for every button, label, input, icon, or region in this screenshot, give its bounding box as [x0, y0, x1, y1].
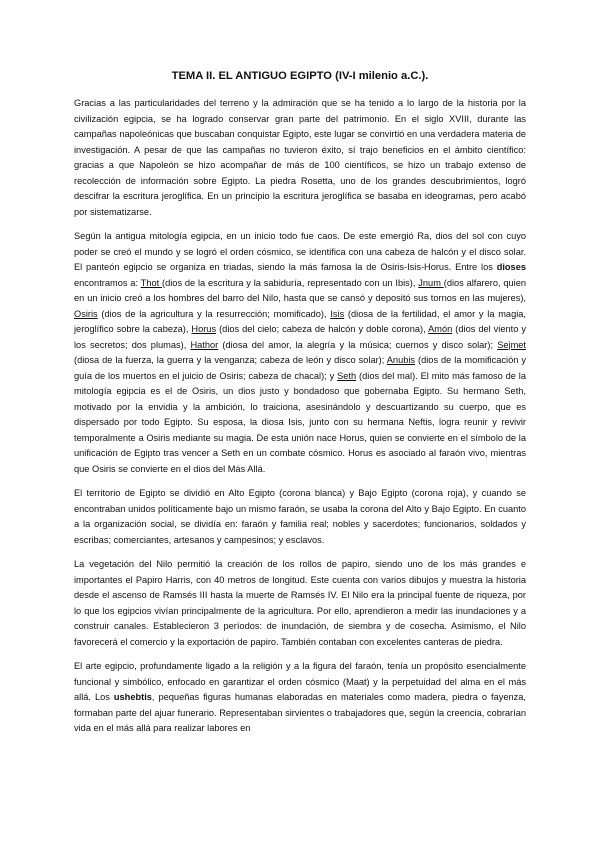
paragraph-intro: Gracias a las particularidades del terreno y la admiración que se ha tenido a lo largo de la historia por la civilización egipcia, se ha logrado conservar gran parte del patrimonio. En el siglo XVIII, durante las campañas napoleónicas que buscaban conquistar Egipto, este lugar se convirtió en una verdadera materia de investigación. A pesar de que las campañas no tuvieron éxito, sí trajo beneficios en el ámbito científico: gracias a que Napoleón se hizo acompañar de más de 100 científicos, se hizo un trabajo extenso de recolección de información sobre Egipto. La piedra Rosetta, uno de los grandes descubrimientos, logró descifrar la escritura jeroglífica. En un principio la escritura jeroglífica se basaba en ideogramas, pero acabó por sistematizarse.	[74, 98, 526, 217]
paragraph-mythology	[74, 229, 526, 477]
god-name-sejmet: Sejmet	[497, 339, 526, 350]
god-name-anubis: Anubis	[386, 355, 416, 365]
text-segment: (diosa de la fertilidad, el amor y la magia, jeroglífico sobre la cabeza),	[74, 308, 526, 334]
text-segment: El arte egipcio, profundamente ligado a la religión y a la figura del faraón, tenía un propósito esencialmente funcional y simbólico, enfocado en garantizar el orden cósmico (Maat) y la perpetuidad del alma en el más allá. Los	[74, 661, 526, 702]
paragraph-nile: La vegetación del Nilo permitió la creación de los rollos de papiro, siendo uno de los más grandes e importantes el Papiro Harris, con 40 metros de longitud. Este cuenta con varios dibujos y muestra la historia desde el ascenso de Ramsés III hasta la muerte de Ramsés IV. El Nilo era la principal fuente de riqueza, por lo que los egipcios vivían principalmente de la agricultura. Por ello, aprendieron a medir las inundaciones y a construir canales. Establecieron 3 períodos: de inundación, de siembra y de cosecha. Asimismo, el Nilo favorecerá el comercio y la exportación de papiro. También contaban con excelentes canteras de piedra.	[74, 559, 526, 647]
paragraph-art	[74, 659, 526, 737]
text-segment: (dios del cielo; cabeza de halcón y doble corona),	[216, 324, 429, 334]
text-segment: (dios del viento y los secretos; dos plumas),	[74, 324, 526, 350]
god-name-hathor: Hathor	[190, 339, 219, 350]
god-name-osiris: Osiris	[74, 308, 98, 319]
text-segment: encontramos a:	[74, 277, 141, 288]
god-name-amon: Amón	[428, 324, 453, 334]
text-segment: (diosa del amor, la alegría y la música; cuernos y disco solar);	[218, 339, 498, 350]
text-segment: (dios de la momificación y guía de los muertos en el juicio de Osiris; cabeza de chacal); y	[74, 355, 526, 381]
god-name-thot: Thot	[140, 277, 163, 288]
text-segment: (diosa de la fuerza, la guerra y la venganza; cabeza de león y disco solar);	[74, 355, 387, 365]
god-name-seth: Seth	[337, 370, 357, 381]
text-segment: , pequeñas figuras humanas elaboradas en materiales como madera, piedra o fayenza, formaban parte del ajuar funerario. Representaban sirvientes o trabajadores que, según la creencia, cobrarían vida en el más allá para realizar labores en	[74, 692, 526, 733]
page-title: TEMA II. EL ANTIGUO EGIPTO (IV-I milenio a.C.).	[171, 70, 429, 82]
god-name-isis: Isis	[330, 308, 345, 319]
bold-term-dioses: dioses	[496, 262, 526, 272]
text-segment: (dios de la escritura y la sabiduría, representado con un Ibis),	[162, 277, 419, 288]
text-segment: (dios de la agricultura y la resurrección; momificado),	[97, 308, 331, 319]
text-segment: (dios alfarero, quien en un inicio creó a los hombres del barro del Nilo, hasta que se cansó y depositó sus tornos en las mujeres),	[74, 277, 526, 303]
bold-term-ushebtis: ushebtis	[113, 692, 152, 702]
god-name-horus: Horus	[191, 324, 217, 334]
text-segment: (dios del mal). El mito más famoso de la mitología egipcia es el de Osiris, un dios justo y bondadoso que gobernaba Egipto. Su hermano Seth, motivado por la envidia y la ambición, lo traiciona, asesinándolo y descuartizando su cuerpo, que es dispersado por todo Egipto. Su esposa, la diosa Isis, junto con su hermana Neftis, logra reunir y revivir temporalmente a Osiris mediante su magia. De esta unión nace Horus, quien se convierte en el símbolo de la unificación de Egipto tras vencer a Seth en un combate cósmico. Horus es asociado al faraón vivo, mientras que Osiris se convierte en el dios del Más Allá.	[74, 370, 526, 474]
god-name-jnum: Jnum	[418, 277, 444, 288]
text-segment: Según la antigua mitología egipcia, en un inicio todo fue caos. De este emergió Ra, dios del sol con cuyo poder se creó el mundo y se logró el orden cósmico, se identifica con una cabeza de halcón y el disco solar. El panteón egipcio se organiza en triadas, siendo la más famosa la de Osiris-Isis-Horus. Entre los	[74, 231, 526, 272]
paragraph-territory: El territorio de Egipto se dividió en Alto Egipto (corona blanca) y Bajo Egipto (corona roja), y cuando se encontraban unidos políticamente bajo un mismo faraón, se usaba la corona del Alto y Bajo Egipto. En cuanto a la organización social, se dividía en: faraón y familia real; nobles y sacerdotes; funcionarios, soldados y escribas; comerciantes, artesanos y campesinos; y esclavos.	[74, 488, 526, 545]
